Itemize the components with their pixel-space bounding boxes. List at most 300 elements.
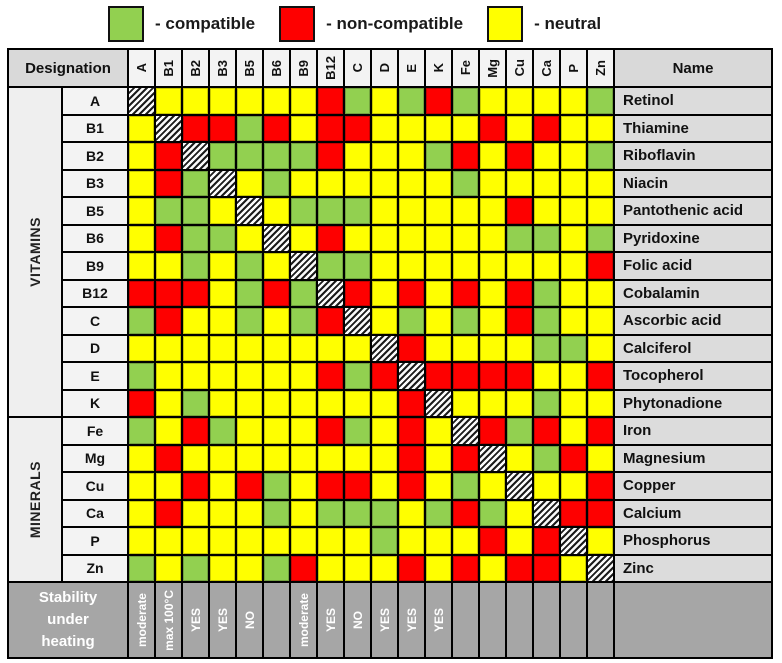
matrix-cell-P-Zn	[588, 528, 613, 554]
stability-cell-K	[426, 583, 451, 657]
stability-cell-C	[345, 583, 370, 657]
matrix-cell-B1-B12	[318, 116, 343, 142]
column-header-E-text: E	[404, 63, 419, 73]
matrix-cell-P-B6	[264, 528, 289, 554]
name-cell-Zn: Zinc	[615, 556, 771, 582]
matrix-cell-B2-B6	[264, 143, 289, 169]
row-label-B12: B12	[63, 281, 127, 307]
matrix-cell-B9-A	[129, 253, 154, 279]
matrix-cell-E-P	[561, 363, 586, 389]
matrix-cell-Zn-Ca	[534, 556, 559, 582]
matrix-cell-Mg-B5	[237, 446, 262, 472]
matrix-cell-B9-Mg	[480, 253, 505, 279]
matrix-cell-Mg-B6	[264, 446, 289, 472]
matrix-cell-B3-C	[345, 171, 370, 197]
matrix-cell-B6-Ca	[534, 226, 559, 252]
column-header-A	[129, 50, 154, 86]
matrix-cell-Zn-B9	[291, 556, 316, 582]
matrix-cell-P-B5	[237, 528, 262, 554]
column-header-B2-text: B2	[188, 59, 203, 77]
row-label-A: A	[63, 88, 127, 114]
matrix-cell-B6-A	[129, 226, 154, 252]
matrix-cell-Fe-B12	[318, 418, 343, 444]
row-label-C: C	[63, 308, 127, 334]
name-cell-B9: Folic acid	[615, 253, 771, 279]
matrix-cell-P-Mg	[480, 528, 505, 554]
legend-label: - neutral	[534, 14, 602, 33]
matrix-cell-D-K	[426, 336, 451, 362]
matrix-cell-B3-Mg	[480, 171, 505, 197]
matrix-cell-Mg-Ca	[534, 446, 559, 472]
matrix-cell-B12-B2	[183, 281, 208, 307]
matrix-cell-Mg-E	[399, 446, 424, 472]
matrix-cell-C-B9	[291, 308, 316, 334]
name-cell-C: Ascorbic acid	[615, 308, 771, 334]
stability-cell-B1-text: max 100°C	[161, 589, 176, 651]
group-label-vitamins-text: VITAMINS	[27, 217, 43, 287]
stability-cell-Ca	[534, 583, 559, 657]
matrix-cell-P-Ca	[534, 528, 559, 554]
row-label-E: E	[63, 363, 127, 389]
matrix-cell-B6-B9	[291, 226, 316, 252]
stability-cell-B9	[291, 583, 316, 657]
matrix-cell-B12-B6	[264, 281, 289, 307]
matrix-cell-Mg-Cu	[507, 446, 532, 472]
matrix-cell-B3-Fe	[453, 171, 478, 197]
matrix-cell-B3-B6	[264, 171, 289, 197]
matrix-cell-Cu-B6	[264, 473, 289, 499]
column-header-Fe	[453, 50, 478, 86]
row-label-B3: B3	[63, 171, 127, 197]
matrix-cell-B3-B1	[156, 171, 181, 197]
matrix-cell-B1-B1	[156, 116, 181, 142]
matrix-cell-B5-A	[129, 198, 154, 224]
matrix-cell-B6-C	[345, 226, 370, 252]
matrix-cell-B3-Ca	[534, 171, 559, 197]
matrix-cell-B12-D	[372, 281, 397, 307]
matrix-cell-B2-A	[129, 143, 154, 169]
matrix-cell-Fe-Mg	[480, 418, 505, 444]
matrix-cell-A-E	[399, 88, 424, 114]
matrix-cell-P-P	[561, 528, 586, 554]
matrix-cell-Cu-Ca	[534, 473, 559, 499]
matrix-cell-E-K	[426, 363, 451, 389]
stability-cell-E-text: YES	[404, 607, 419, 632]
matrix-cell-B9-B6	[264, 253, 289, 279]
matrix-cell-E-Ca	[534, 363, 559, 389]
legend-item-g	[108, 6, 255, 42]
matrix-cell-C-B3	[210, 308, 235, 334]
matrix-cell-D-D	[372, 336, 397, 362]
matrix-cell-B2-Mg	[480, 143, 505, 169]
matrix-cell-P-C	[345, 528, 370, 554]
matrix-cell-B3-Cu	[507, 171, 532, 197]
row-label-B9: B9	[63, 253, 127, 279]
matrix-cell-A-Zn	[588, 88, 613, 114]
matrix-cell-C-B6	[264, 308, 289, 334]
matrix-cell-B3-B3	[210, 171, 235, 197]
matrix-cell-B12-Fe	[453, 281, 478, 307]
matrix-cell-Fe-B6	[264, 418, 289, 444]
matrix-cell-B6-Fe	[453, 226, 478, 252]
matrix-cell-B12-B9	[291, 281, 316, 307]
matrix-cell-B5-K	[426, 198, 451, 224]
matrix-cell-A-B12	[318, 88, 343, 114]
matrix-cell-Mg-B2	[183, 446, 208, 472]
matrix-cell-K-B12	[318, 391, 343, 417]
matrix-cell-Mg-B3	[210, 446, 235, 472]
matrix-cell-B2-B2	[183, 143, 208, 169]
matrix-cell-B6-B5	[237, 226, 262, 252]
matrix-cell-B3-P	[561, 171, 586, 197]
stability-cell-B5-text: NO	[242, 611, 257, 629]
column-header-B12	[318, 50, 343, 86]
matrix-cell-B1-D	[372, 116, 397, 142]
matrix-cell-D-B6	[264, 336, 289, 362]
matrix-cell-B5-P	[561, 198, 586, 224]
matrix-cell-B3-K	[426, 171, 451, 197]
matrix-cell-D-C	[345, 336, 370, 362]
stability-cell-A	[129, 583, 154, 657]
matrix-cell-Ca-Fe	[453, 501, 478, 527]
matrix-cell-B2-E	[399, 143, 424, 169]
matrix-cell-K-Ca	[534, 391, 559, 417]
matrix-cell-K-D	[372, 391, 397, 417]
matrix-cell-C-Cu	[507, 308, 532, 334]
matrix-cell-Zn-B2	[183, 556, 208, 582]
matrix-cell-C-B12	[318, 308, 343, 334]
matrix-cell-B5-B12	[318, 198, 343, 224]
row-label-B5: B5	[63, 198, 127, 224]
matrix-cell-Zn-B3	[210, 556, 235, 582]
matrix-cell-B1-Fe	[453, 116, 478, 142]
matrix-cell-Ca-B12	[318, 501, 343, 527]
matrix-cell-B6-B1	[156, 226, 181, 252]
matrix-cell-A-Mg	[480, 88, 505, 114]
matrix-cell-Ca-K	[426, 501, 451, 527]
matrix-cell-Fe-K	[426, 418, 451, 444]
stability-cell-B1	[156, 583, 181, 657]
matrix-cell-B6-B12	[318, 226, 343, 252]
matrix-cell-C-D	[372, 308, 397, 334]
matrix-cell-D-Ca	[534, 336, 559, 362]
matrix-cell-K-C	[345, 391, 370, 417]
matrix-cell-Fe-P	[561, 418, 586, 444]
matrix-cell-B6-B3	[210, 226, 235, 252]
matrix-cell-B3-D	[372, 171, 397, 197]
name-cell-Cu: Copper	[615, 473, 771, 499]
matrix-cell-Ca-E	[399, 501, 424, 527]
matrix-cell-B5-Cu	[507, 198, 532, 224]
stability-cell-B2-text: YES	[188, 607, 203, 632]
matrix-cell-P-Fe	[453, 528, 478, 554]
legend-swatch-g	[108, 6, 144, 42]
matrix-cell-B12-B1	[156, 281, 181, 307]
legend-swatch-r	[279, 6, 315, 42]
matrix-cell-B9-B2	[183, 253, 208, 279]
legend-swatch-y	[487, 6, 523, 42]
row-label-B2: B2	[63, 143, 127, 169]
matrix-cell-Fe-A	[129, 418, 154, 444]
matrix-cell-Fe-Fe	[453, 418, 478, 444]
matrix-cell-B3-E	[399, 171, 424, 197]
stability-cell-B6	[264, 583, 289, 657]
matrix-cell-B6-E	[399, 226, 424, 252]
matrix-cell-B5-B1	[156, 198, 181, 224]
matrix-cell-E-B1	[156, 363, 181, 389]
matrix-cell-B12-Ca	[534, 281, 559, 307]
matrix-cell-B12-B3	[210, 281, 235, 307]
row-label-Ca: Ca	[63, 501, 127, 527]
matrix-cell-B9-B5	[237, 253, 262, 279]
matrix-cell-E-E	[399, 363, 424, 389]
column-header-B12-text: B12	[323, 56, 338, 80]
matrix-cell-B3-Zn	[588, 171, 613, 197]
matrix-cell-Mg-Mg	[480, 446, 505, 472]
matrix-cell-Zn-B6	[264, 556, 289, 582]
column-header-P	[561, 50, 586, 86]
row-label-P: P	[63, 528, 127, 554]
matrix-cell-D-Mg	[480, 336, 505, 362]
matrix-cell-E-Cu	[507, 363, 532, 389]
stability-cell-B12-text: YES	[323, 607, 338, 632]
matrix-cell-A-A	[129, 88, 154, 114]
matrix-cell-B5-B2	[183, 198, 208, 224]
matrix-cell-B6-D	[372, 226, 397, 252]
column-header-D-text: D	[377, 63, 392, 73]
matrix-cell-C-B1	[156, 308, 181, 334]
matrix-cell-A-B5	[237, 88, 262, 114]
matrix-cell-Zn-A	[129, 556, 154, 582]
stability-cell-Zn	[588, 583, 613, 657]
column-header-B1	[156, 50, 181, 86]
matrix-cell-B6-Cu	[507, 226, 532, 252]
matrix-cell-B3-B5	[237, 171, 262, 197]
matrix-cell-E-Mg	[480, 363, 505, 389]
matrix-cell-D-B12	[318, 336, 343, 362]
column-header-Cu-text: Cu	[512, 59, 527, 77]
matrix-cell-Mg-P	[561, 446, 586, 472]
name-cell-B2: Riboflavin	[615, 143, 771, 169]
stability-cell-Mg	[480, 583, 505, 657]
matrix-cell-C-Fe	[453, 308, 478, 334]
matrix-cell-A-Cu	[507, 88, 532, 114]
stability-cell-B3-text: YES	[215, 607, 230, 632]
column-header-Mg-text: Mg	[485, 58, 500, 78]
matrix-cell-B3-B12	[318, 171, 343, 197]
matrix-cell-E-B6	[264, 363, 289, 389]
matrix-cell-B2-B9	[291, 143, 316, 169]
legend-item-r	[279, 6, 463, 42]
matrix-cell-P-B2	[183, 528, 208, 554]
matrix-cell-B9-Fe	[453, 253, 478, 279]
column-header-C	[345, 50, 370, 86]
matrix-cell-Fe-B1	[156, 418, 181, 444]
matrix-cell-B2-B12	[318, 143, 343, 169]
column-header-D	[372, 50, 397, 86]
name-cell-Fe: Iron	[615, 418, 771, 444]
matrix-cell-Fe-E	[399, 418, 424, 444]
stability-cell-Fe	[453, 583, 478, 657]
matrix-cell-D-A	[129, 336, 154, 362]
name-header: Name	[615, 50, 771, 86]
legend-item-y	[487, 6, 601, 42]
legend-label: - non-compatible	[326, 14, 464, 33]
matrix-cell-B1-B6	[264, 116, 289, 142]
matrix-cell-Ca-Mg	[480, 501, 505, 527]
matrix-cell-C-Zn	[588, 308, 613, 334]
column-header-B1-text: B1	[161, 59, 176, 77]
matrix-cell-P-D	[372, 528, 397, 554]
matrix-cell-A-Ca	[534, 88, 559, 114]
matrix-cell-B12-E	[399, 281, 424, 307]
matrix-cell-B1-B2	[183, 116, 208, 142]
matrix-cell-Zn-Mg	[480, 556, 505, 582]
matrix-cell-C-E	[399, 308, 424, 334]
group-label-minerals	[9, 418, 61, 581]
matrix-cell-B5-Ca	[534, 198, 559, 224]
column-header-B6-text: B6	[269, 59, 284, 77]
name-cell-K: Phytonadione	[615, 391, 771, 417]
matrix-cell-Cu-B3	[210, 473, 235, 499]
matrix-cell-Fe-B9	[291, 418, 316, 444]
matrix-cell-B1-B9	[291, 116, 316, 142]
group-label-vitamins	[9, 88, 61, 416]
matrix-cell-A-B3	[210, 88, 235, 114]
matrix-cell-C-Mg	[480, 308, 505, 334]
stability-cell-B9-text: moderate	[296, 592, 311, 648]
stability-cell-B5	[237, 583, 262, 657]
column-header-P-text: P	[566, 63, 581, 73]
matrix-cell-C-Ca	[534, 308, 559, 334]
matrix-cell-A-D	[372, 88, 397, 114]
matrix-cell-B5-Mg	[480, 198, 505, 224]
matrix-cell-C-B5	[237, 308, 262, 334]
matrix-cell-Zn-Zn	[588, 556, 613, 582]
stability-cell-K-text: YES	[431, 607, 446, 632]
matrix-cell-Fe-Ca	[534, 418, 559, 444]
matrix-cell-B12-K	[426, 281, 451, 307]
matrix-cell-Cu-Cu	[507, 473, 532, 499]
matrix-cell-C-C	[345, 308, 370, 334]
matrix-cell-B9-Cu	[507, 253, 532, 279]
column-header-B5-text: B5	[242, 59, 257, 77]
matrix-cell-B9-E	[399, 253, 424, 279]
matrix-cell-D-B3	[210, 336, 235, 362]
matrix-cell-B12-Cu	[507, 281, 532, 307]
matrix-cell-C-B2	[183, 308, 208, 334]
matrix-cell-B12-P	[561, 281, 586, 307]
column-header-Ca-text: Ca	[539, 59, 554, 77]
column-header-Zn-text: Zn	[593, 60, 608, 76]
matrix-cell-Zn-K	[426, 556, 451, 582]
matrix-cell-P-Cu	[507, 528, 532, 554]
matrix-cell-A-C	[345, 88, 370, 114]
matrix-cell-D-B1	[156, 336, 181, 362]
matrix-cell-K-B3	[210, 391, 235, 417]
matrix-cell-E-Zn	[588, 363, 613, 389]
matrix-cell-E-Fe	[453, 363, 478, 389]
matrix-cell-B9-B3	[210, 253, 235, 279]
matrix-cell-B2-B3	[210, 143, 235, 169]
matrix-cell-K-B9	[291, 391, 316, 417]
matrix-cell-B9-C	[345, 253, 370, 279]
row-label-Cu: Cu	[63, 473, 127, 499]
matrix-cell-Mg-B9	[291, 446, 316, 472]
row-label-Fe: Fe	[63, 418, 127, 444]
matrix-cell-D-B9	[291, 336, 316, 362]
matrix-cell-B9-Zn	[588, 253, 613, 279]
name-cell-B12: Cobalamin	[615, 281, 771, 307]
matrix-cell-Zn-B12	[318, 556, 343, 582]
matrix-cell-Mg-Fe	[453, 446, 478, 472]
matrix-cell-E-B3	[210, 363, 235, 389]
matrix-cell-K-E	[399, 391, 424, 417]
matrix-cell-B9-B1	[156, 253, 181, 279]
matrix-cell-B1-C	[345, 116, 370, 142]
matrix-cell-Zn-B5	[237, 556, 262, 582]
matrix-cell-Zn-P	[561, 556, 586, 582]
matrix-cell-B5-E	[399, 198, 424, 224]
matrix-cell-B1-Ca	[534, 116, 559, 142]
name-cell-B5: Pantothenic acid	[615, 198, 771, 224]
matrix-cell-Fe-C	[345, 418, 370, 444]
matrix-cell-Zn-Cu	[507, 556, 532, 582]
matrix-cell-B9-K	[426, 253, 451, 279]
stability-cell-B3	[210, 583, 235, 657]
matrix-cell-P-B1	[156, 528, 181, 554]
matrix-cell-Ca-P	[561, 501, 586, 527]
matrix-cell-K-Zn	[588, 391, 613, 417]
matrix-cell-Fe-B3	[210, 418, 235, 444]
name-cell-D: Calciferol	[615, 336, 771, 362]
column-header-A-text: A	[134, 63, 149, 73]
matrix-cell-Mg-B12	[318, 446, 343, 472]
matrix-cell-B5-Fe	[453, 198, 478, 224]
matrix-cell-D-B5	[237, 336, 262, 362]
matrix-cell-Fe-B2	[183, 418, 208, 444]
matrix-cell-B9-P	[561, 253, 586, 279]
matrix-cell-A-K	[426, 88, 451, 114]
matrix-cell-B9-D	[372, 253, 397, 279]
matrix-cell-Fe-Cu	[507, 418, 532, 444]
group-label-minerals-text: MINERALS	[27, 460, 43, 539]
matrix-cell-B2-Zn	[588, 143, 613, 169]
matrix-cell-B9-B9	[291, 253, 316, 279]
matrix-cell-Fe-D	[372, 418, 397, 444]
matrix-cell-Cu-A	[129, 473, 154, 499]
stability-cell-D-text: YES	[377, 607, 392, 632]
column-header-B3	[210, 50, 235, 86]
row-label-K: K	[63, 391, 127, 417]
matrix-cell-B1-P	[561, 116, 586, 142]
matrix-cell-P-B3	[210, 528, 235, 554]
matrix-cell-P-A	[129, 528, 154, 554]
column-header-Ca	[534, 50, 559, 86]
name-cell-B3: Niacin	[615, 171, 771, 197]
row-label-B6: B6	[63, 226, 127, 252]
matrix-cell-K-Cu	[507, 391, 532, 417]
matrix-cell-B2-Cu	[507, 143, 532, 169]
matrix-cell-K-Fe	[453, 391, 478, 417]
matrix-cell-C-A	[129, 308, 154, 334]
matrix-cell-Cu-B2	[183, 473, 208, 499]
matrix-cell-Ca-D	[372, 501, 397, 527]
matrix-cell-B12-Mg	[480, 281, 505, 307]
matrix-cell-K-A	[129, 391, 154, 417]
matrix-cell-D-Zn	[588, 336, 613, 362]
column-header-C-text: C	[350, 63, 365, 73]
